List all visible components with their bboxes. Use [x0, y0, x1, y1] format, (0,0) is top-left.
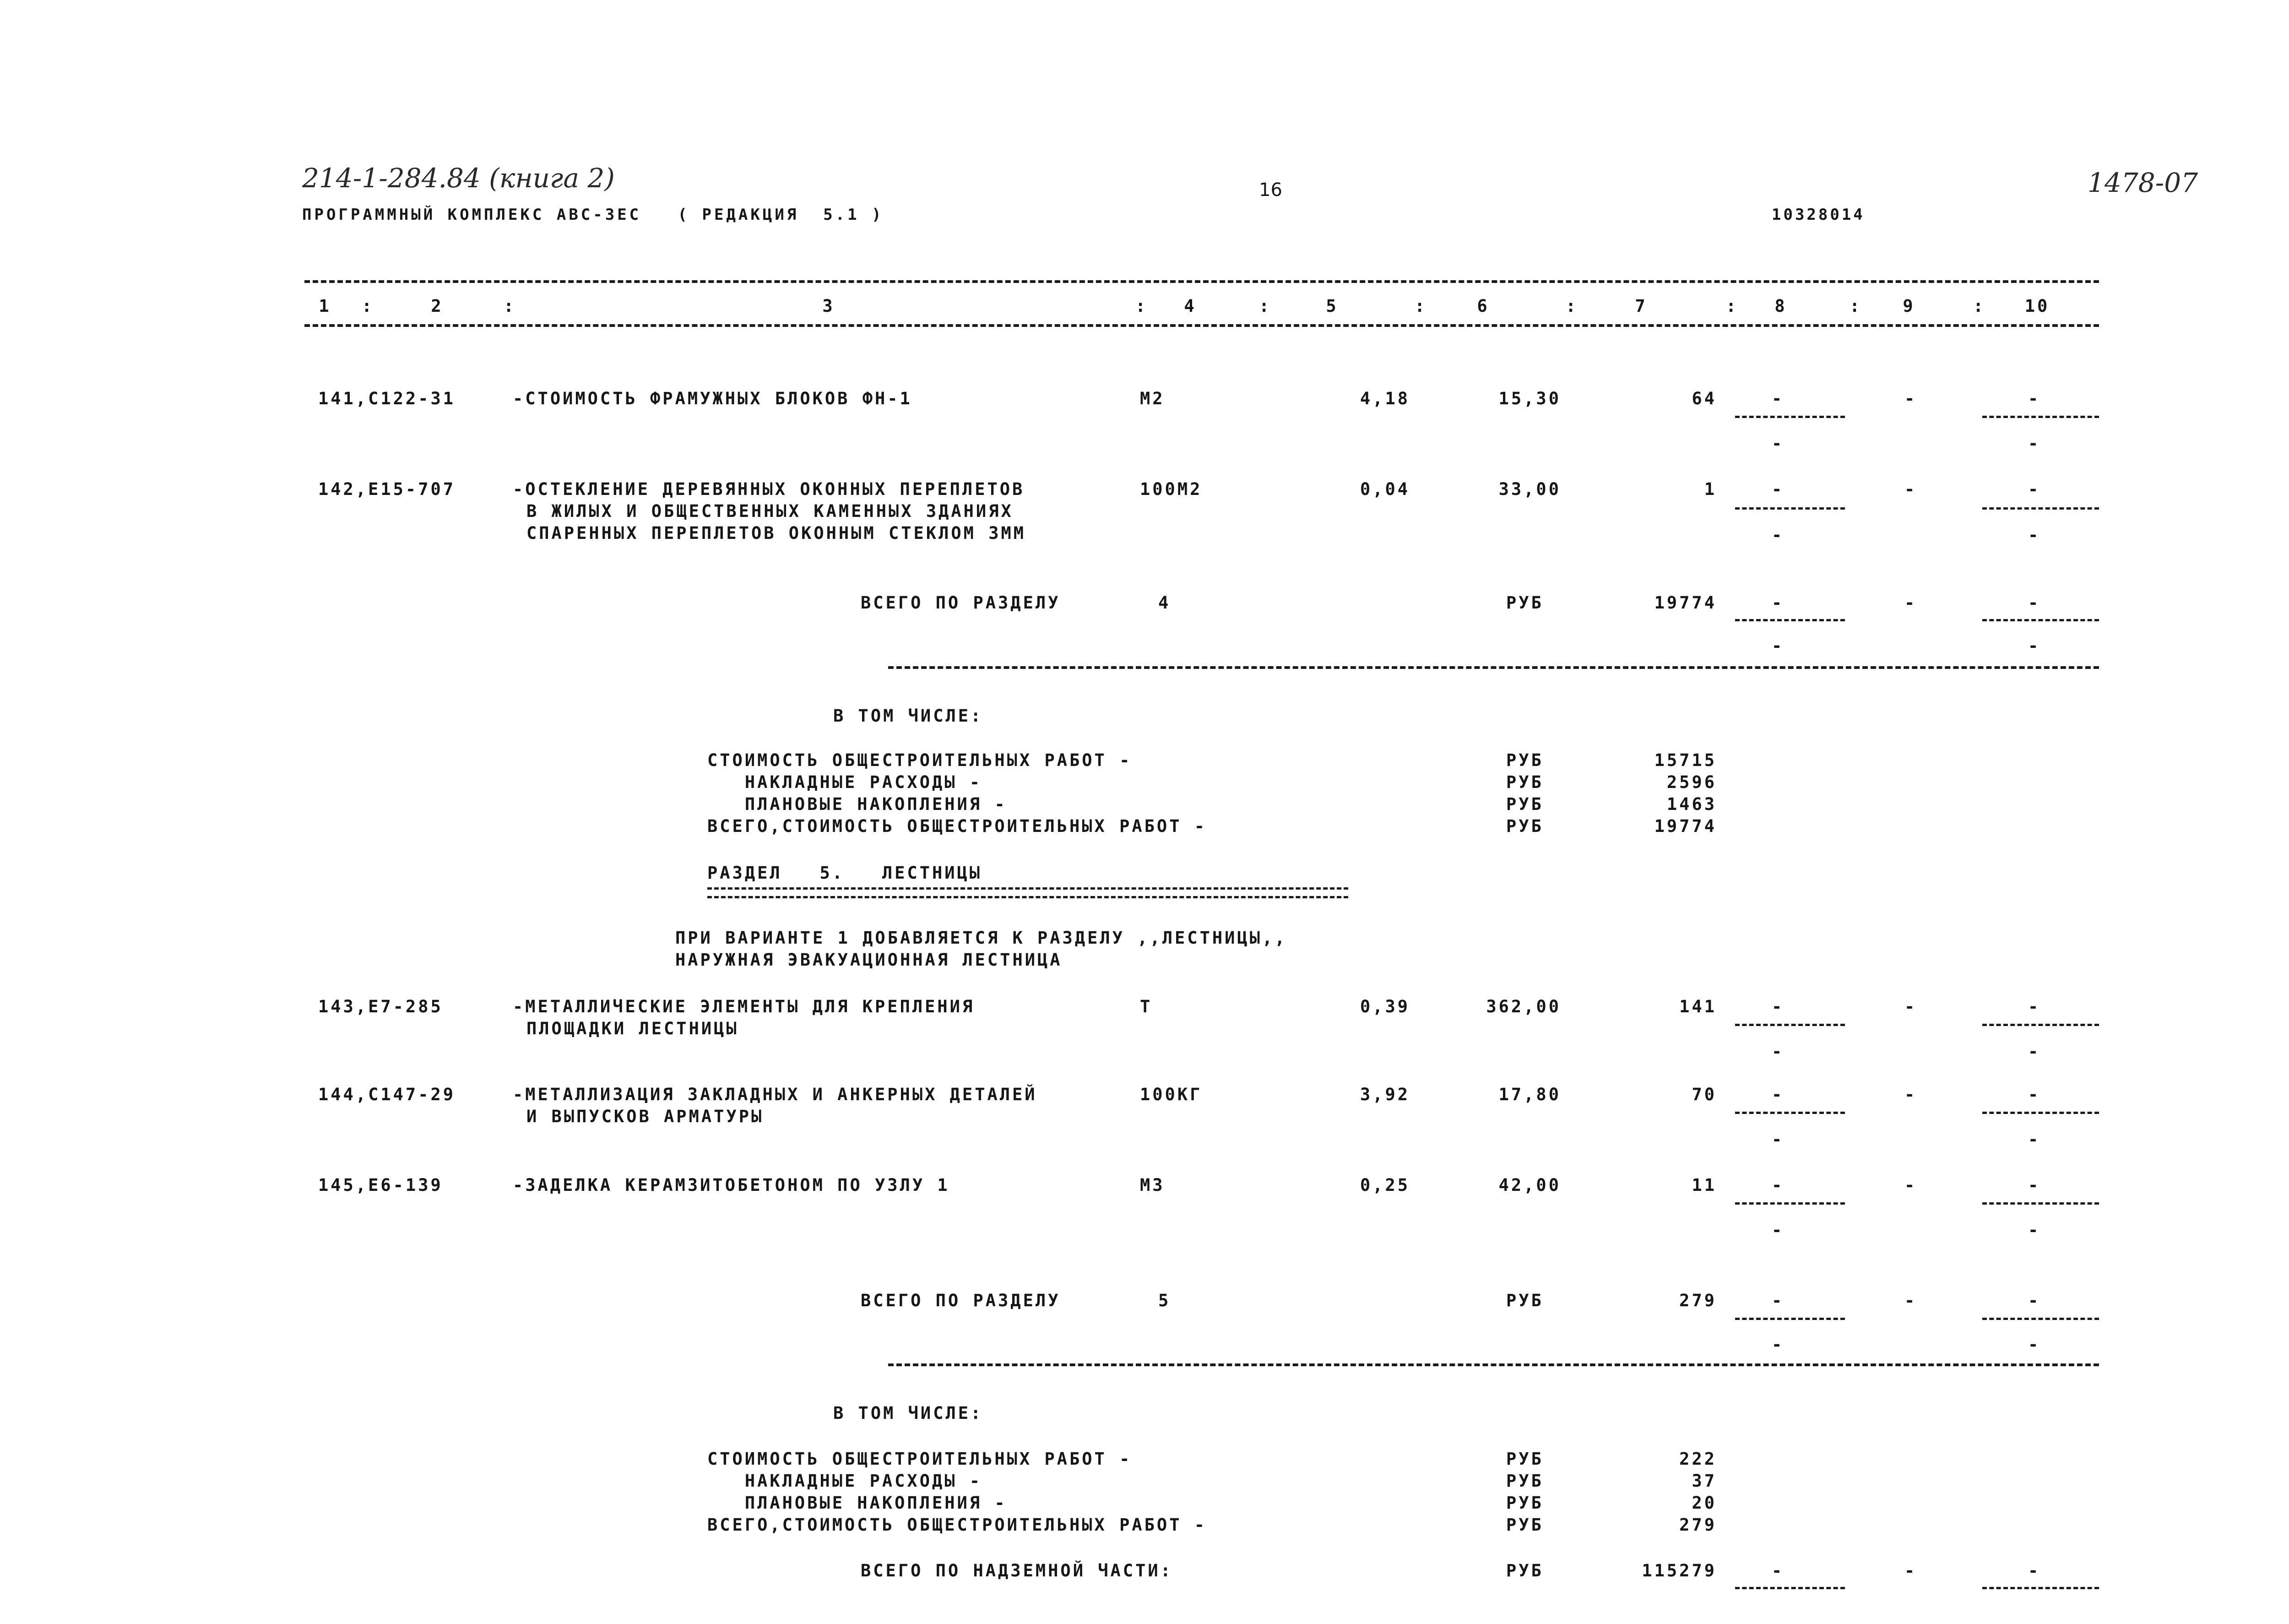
col10-dash: -: [2028, 997, 2039, 1016]
col8-dash: -: [1772, 1130, 1782, 1149]
col10-underline: [1982, 1112, 2099, 1114]
row-unit-price: 15,30: [1498, 389, 1561, 408]
row-unit: М3: [1140, 1175, 1165, 1195]
col-header-10: 10: [2024, 296, 2050, 316]
col-header-6: 6: [1477, 296, 1490, 316]
col9-dash: -: [1904, 479, 1915, 499]
col-header-2: 2: [431, 296, 444, 316]
col8-underline: [1735, 416, 1845, 418]
col8-dash: -: [1772, 593, 1782, 613]
col8-dash: -: [1772, 1175, 1782, 1195]
col10-underline: [1982, 1587, 2099, 1589]
row-unit: 100КГ: [1140, 1085, 1203, 1104]
col8-dash: -: [1772, 525, 1782, 545]
row-unit: М2: [1140, 389, 1165, 408]
doc-number: 10328014: [1772, 206, 1865, 224]
row-unit: Т: [1140, 997, 1153, 1016]
breakdown-label: НАКЛАДНЫЕ РАСХОДЫ -: [707, 1471, 982, 1491]
section-note: ПРИ ВАРИАНТЕ 1 ДОБАВЛЯЕТСЯ К РАЗДЕЛУ ,,ЛЕСТНИЦЫ,,: [675, 928, 1287, 948]
section-total-unit: РУБ: [1506, 593, 1544, 613]
breakdown-unit: РУБ: [1506, 1471, 1544, 1491]
col10-dash: -: [2028, 434, 2039, 453]
col10-dash: -: [2028, 389, 2039, 408]
section-total-value: 279: [1679, 1291, 1717, 1310]
row-description: И ВЫПУСКОВ АРМАТУРЫ: [526, 1107, 764, 1126]
row-unit-price: 17,80: [1498, 1085, 1561, 1104]
row-description: В ЖИЛЫХ И ОБЩЕСТВЕННЫХ КАМЕННЫХ ЗДАНИЯХ: [526, 501, 1014, 521]
col8-dash: -: [1772, 1335, 1782, 1354]
row-total: 64: [1692, 389, 1717, 408]
row-code: 141,C122-31: [318, 389, 456, 408]
archive-stamp: 1478-07: [2088, 167, 2198, 198]
row-quantity: 0,39: [1360, 997, 1410, 1016]
row-code: 142,E15-707: [318, 479, 456, 499]
col-sep: :: [1259, 296, 1272, 316]
col10-dash: -: [2028, 1175, 2039, 1195]
row-total: 11: [1692, 1175, 1717, 1195]
breakdown-value: 15715: [1654, 750, 1717, 770]
grand-total-unit: РУБ: [1506, 1561, 1544, 1581]
col-sep: :: [504, 296, 516, 316]
col10-dash: -: [2028, 636, 2039, 656]
breakdown-label: ПЛАНОВЫЕ НАКОПЛЕНИЯ -: [707, 794, 1007, 814]
breakdown-heading: В ТОМ ЧИСЛЕ:: [833, 706, 983, 726]
section-total-label: ВСЕГО ПО РАЗДЕЛУ: [861, 1291, 1061, 1310]
row-total: 70: [1692, 1085, 1717, 1104]
col8-dash: -: [1772, 1220, 1782, 1240]
col10-dash: -: [2028, 1085, 2039, 1104]
col-header-3: 3: [822, 296, 835, 316]
col9-dash: -: [1904, 1561, 1915, 1581]
breakdown-unit: РУБ: [1506, 750, 1544, 770]
breakdown-label: ПЛАНОВЫЕ НАКОПЛЕНИЯ -: [707, 1493, 1007, 1513]
row-unit-price: 42,00: [1498, 1175, 1561, 1195]
breakdown-unit: РУБ: [1506, 772, 1544, 792]
program-title: ПРОГРАММНЫЙ КОМПЛЕКС АВС-3ЕС ( РЕДАКЦИЯ 5.1 ): [302, 206, 884, 224]
row-description: -МЕТАЛЛИЧЕСКИЕ ЭЛЕМЕНТЫ ДЛЯ КРЕПЛЕНИЯ: [513, 997, 975, 1016]
col10-dash: -: [2028, 1130, 2039, 1149]
page-number: 16: [1259, 179, 1282, 201]
section-title-underline: [707, 887, 1348, 898]
col-sep: :: [362, 296, 374, 316]
section-title: РАЗДЕЛ 5. ЛЕСТНИЦЫ: [707, 863, 982, 883]
col8-dash: -: [1772, 997, 1782, 1016]
col8-dash: -: [1772, 1042, 1782, 1061]
col-header-8: 8: [1774, 296, 1787, 316]
col9-dash: -: [1904, 593, 1915, 613]
col-sep: :: [1566, 296, 1578, 316]
breakdown-value: 279: [1679, 1515, 1717, 1535]
breakdown-value: 20: [1692, 1493, 1717, 1513]
col10-underline: [1982, 1024, 2099, 1026]
col9-dash: -: [1904, 1175, 1915, 1195]
row-unit-price: 33,00: [1498, 479, 1561, 499]
grand-total-value: 115279: [1642, 1561, 1717, 1581]
col10-underline: [1982, 1318, 2099, 1320]
col-header-7: 7: [1635, 296, 1648, 316]
col-header-1: 1: [319, 296, 331, 316]
row-code: 145,E6-139: [318, 1175, 443, 1195]
row-total: 141: [1679, 997, 1717, 1016]
breakdown-unit: РУБ: [1506, 794, 1544, 814]
col10-dash: -: [2028, 1042, 2039, 1061]
row-quantity: 0,25: [1360, 1175, 1410, 1195]
row-description: -МЕТАЛЛИЗАЦИЯ ЗАКЛАДНЫХ И АНКЕРНЫХ ДЕТАЛЕЙ: [513, 1085, 1037, 1104]
col10-dash: -: [2028, 1220, 2039, 1240]
col10-dash: -: [2028, 1335, 2039, 1354]
section-note: НАРУЖНАЯ ЭВАКУАЦИОННАЯ ЛЕСТНИЦА: [675, 950, 1063, 970]
col8-underline: [1735, 1024, 1845, 1026]
col8-underline: [1735, 1318, 1845, 1320]
row-description: -ОСТЕКЛЕНИЕ ДЕРЕВЯННЫХ ОКОННЫХ ПЕРЕПЛЕТОВ: [513, 479, 1025, 499]
grand-total-label: ВСЕГО ПО НАДЗЕМНОЙ ЧАСТИ:: [861, 1561, 1173, 1581]
row-description: -ЗАДЕЛКА КЕРАМЗИТОБЕТОНОМ ПО УЗЛУ 1: [513, 1175, 950, 1195]
col8-underline: [1735, 507, 1845, 510]
col9-dash: -: [1904, 997, 1915, 1016]
col10-underline: [1982, 507, 2099, 510]
col-sep: :: [1726, 296, 1739, 316]
col-header-4: 4: [1184, 296, 1197, 316]
breakdown-heading: В ТОМ ЧИСЛЕ:: [833, 1403, 983, 1423]
breakdown-unit: РУБ: [1506, 1493, 1544, 1513]
section-total-value: 19774: [1654, 593, 1717, 613]
breakdown-label: СТОИМОСТЬ ОБЩЕСТРОИТЕЛЬНЫХ РАБОТ -: [707, 1449, 1132, 1469]
col8-dash: -: [1772, 1291, 1782, 1310]
breakdown-label: СТОИМОСТЬ ОБЩЕСТРОИТЕЛЬНЫХ РАБОТ -: [707, 750, 1132, 770]
col9-dash: -: [1904, 389, 1915, 408]
row-quantity: 0,04: [1360, 479, 1410, 499]
section-total-number: 5: [1158, 1291, 1171, 1310]
row-description: -СТОИМОСТЬ ФРАМУЖНЫХ БЛОКОВ ФН-1: [513, 389, 912, 408]
breakdown-label: ВСЕГО,СТОИМОСТЬ ОБЩЕСТРОИТЕЛЬНЫХ РАБОТ -: [707, 816, 1207, 836]
breakdown-value: 222: [1679, 1449, 1717, 1469]
col8-dash: -: [1772, 1085, 1782, 1104]
breakdown-value: 37: [1692, 1471, 1717, 1491]
col10-underline: [1982, 619, 2099, 621]
col8-underline: [1735, 1112, 1845, 1114]
breakdown-unit: РУБ: [1506, 1449, 1544, 1469]
col-sep: :: [1135, 296, 1148, 316]
breakdown-value: 2596: [1666, 772, 1717, 792]
col10-dash: -: [2028, 1291, 2039, 1310]
col9-dash: -: [1904, 1291, 1915, 1310]
col-sep: :: [1973, 296, 1986, 316]
col8-dash: -: [1772, 479, 1782, 499]
col9-dash: -: [1904, 1085, 1915, 1104]
breakdown-label: ВСЕГО,СТОИМОСТЬ ОБЩЕСТРОИТЕЛЬНЫХ РАБОТ -: [707, 1515, 1207, 1535]
header-rule-bottom: [304, 324, 2099, 327]
col8-underline: [1735, 1202, 1845, 1205]
row-code: 144,C147-29: [318, 1085, 456, 1104]
breakdown-label: НАКЛАДНЫЕ РАСХОДЫ -: [707, 772, 982, 792]
row-description: ПЛОЩАДКИ ЛЕСТНИЦЫ: [526, 1019, 739, 1038]
doc-code: 214-1-284.84 (книга 2): [302, 163, 615, 194]
section-total-unit: РУБ: [1506, 1291, 1544, 1310]
row-description: СПАРЕННЫХ ПЕРЕПЛЕТОВ ОКОННЫМ СТЕКЛОМ 3ММ: [526, 523, 1026, 543]
col8-dash: -: [1772, 434, 1782, 453]
section-separator: [888, 666, 2099, 669]
col-sep: :: [1415, 296, 1427, 316]
col8-dash: -: [1772, 636, 1782, 656]
col-sep: :: [1850, 296, 1862, 316]
breakdown-value: 1463: [1666, 794, 1717, 814]
breakdown-unit: РУБ: [1506, 816, 1544, 836]
breakdown-unit: РУБ: [1506, 1515, 1544, 1535]
col10-underline: [1982, 416, 2099, 418]
section-separator: [888, 1363, 2099, 1366]
col10-dash: -: [2028, 525, 2039, 545]
col10-dash: -: [2028, 479, 2039, 499]
col-header-9: 9: [1903, 296, 1915, 316]
row-unit-price: 362,00: [1486, 997, 1561, 1016]
section-total-number: 4: [1158, 593, 1171, 613]
col10-underline: [1982, 1202, 2099, 1205]
row-code: 143,E7-285: [318, 997, 443, 1016]
col8-underline: [1735, 1587, 1845, 1589]
row-total: 1: [1704, 479, 1717, 499]
col8-dash: -: [1772, 389, 1782, 408]
row-quantity: 3,92: [1360, 1085, 1410, 1104]
breakdown-value: 19774: [1654, 816, 1717, 836]
col-header-5: 5: [1326, 296, 1339, 316]
col8-dash: -: [1772, 1561, 1782, 1581]
col10-dash: -: [2028, 593, 2039, 613]
row-unit: 100М2: [1140, 479, 1203, 499]
row-quantity: 4,18: [1360, 389, 1410, 408]
section-total-label: ВСЕГО ПО РАЗДЕЛУ: [861, 593, 1061, 613]
header-rule-top: [304, 280, 2099, 283]
col8-underline: [1735, 619, 1845, 621]
col10-dash: -: [2028, 1561, 2039, 1581]
